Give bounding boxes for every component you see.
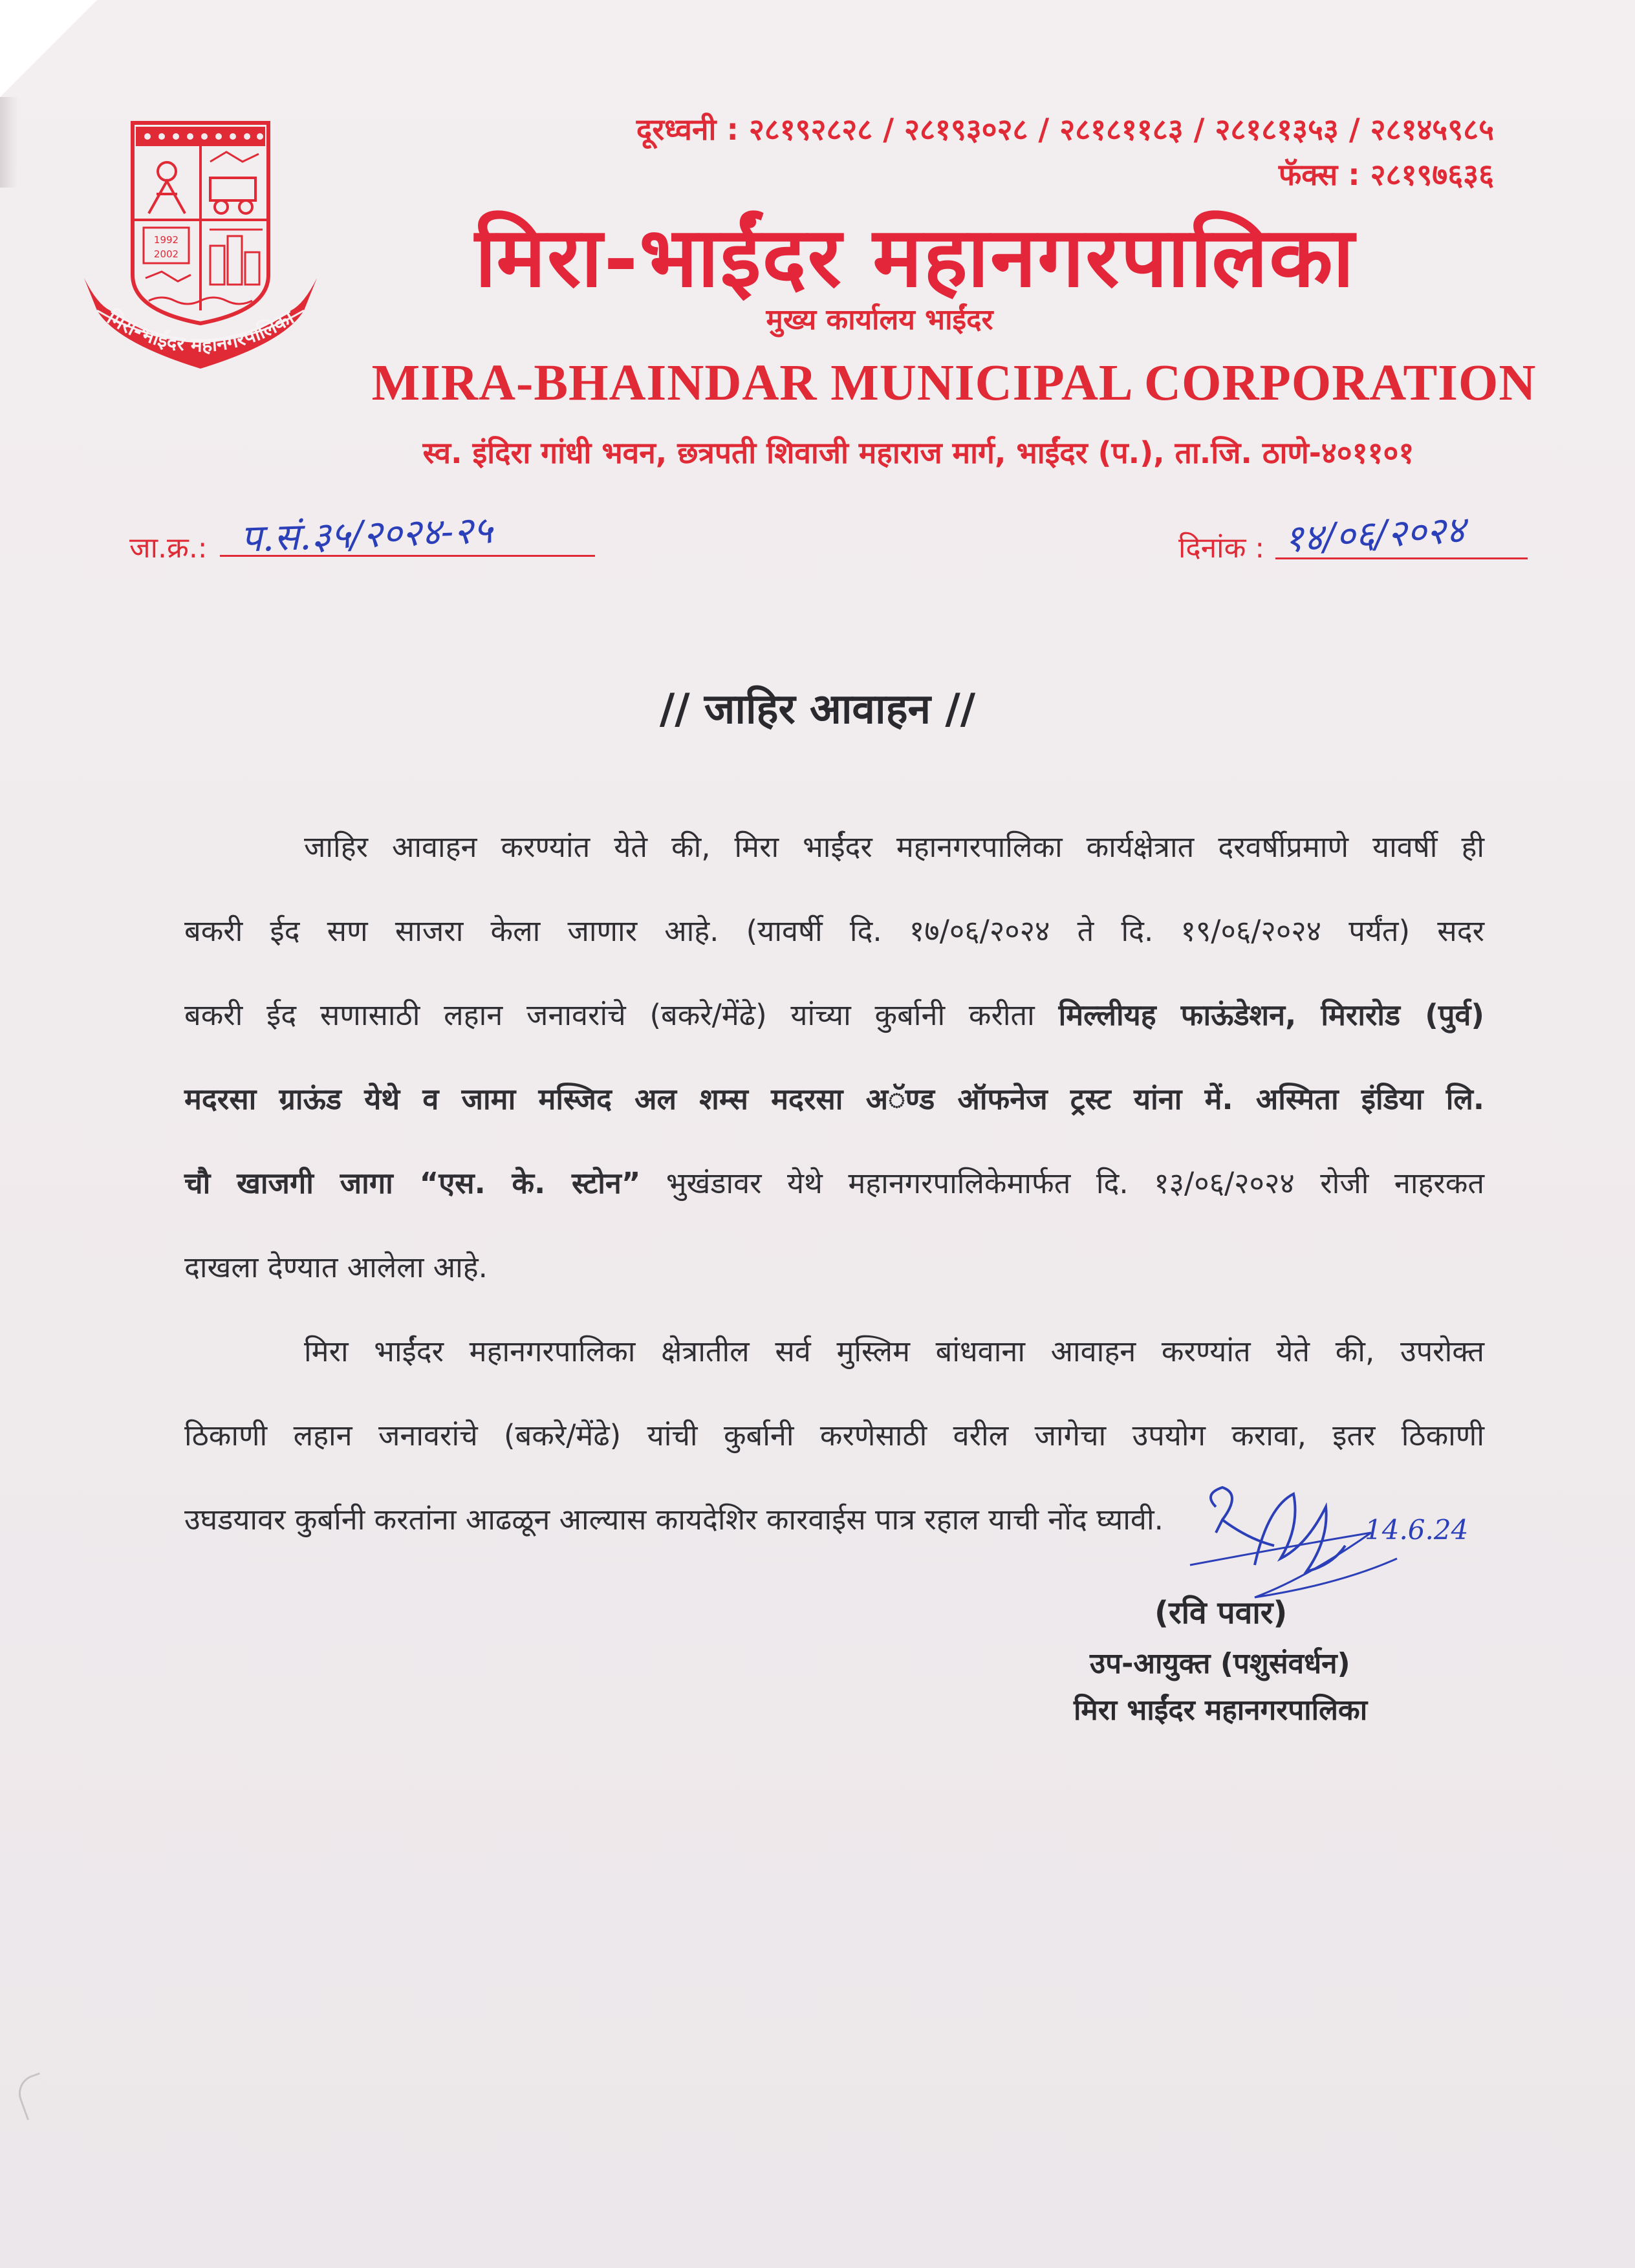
paragraph-line: उघडयावर कुर्बानी करतांना आढळून आल्यास कायदेशिर कारवाईस पात्र रहाल याची नोंद घ्यावी. (184, 1502, 1164, 1537)
notice-paragraph-1 (184, 805, 1484, 1310)
emblem-ribbon-text: मिरा-भाईंदर महानगरपालिका (103, 306, 298, 357)
notice-body (184, 805, 1484, 1562)
folded-corner (0, 0, 97, 97)
paragraph-line: बकरी ईद सण साजरा केला जाणार आहे. (यावर्षी दि. १७/०६/२०२४ ते दि. १९/०६/२०२४ पर्यंत) सदर (184, 914, 1484, 948)
svg-text:1992: 1992 (153, 234, 179, 246)
head-office-subtitle: मुख्य कार्यालय भाईंदर (766, 303, 993, 336)
corporation-title-marathi: मिरा-भाईंदर महानगरपालिका (475, 209, 1356, 306)
fax-number: फॅक्स : २८१९७६३६ (1278, 157, 1494, 192)
corner-shadow (0, 97, 18, 188)
paragraph-line: ठिकाणी लहान जनावरांचे (बकरे/मेंढे) यांची कुर्बानी करणेसाठी वरील जागेचा उपयोग करावा, इतर ठिकाणी (184, 1418, 1484, 1453)
paragraph-text: भुखंडावर येथे महानगरपालिकेमार्फत दि. १३/०६/२०२४ रोजी नाहरकत (640, 1166, 1484, 1200)
svg-text:2002: 2002 (153, 248, 179, 260)
notice-heading: // जाहिर आवाहन // (659, 686, 976, 733)
reference-label: जा.क्र.: (129, 532, 208, 565)
signatory-name: (रवि पवार) (1154, 1595, 1288, 1631)
paragraph-line: मिरा भाईंदर महानगरपालिका क्षेत्रातील सर्व मुस्लिम बांधवाना आवाहन करण्यांत येते की, उपरोक्त (304, 1334, 1484, 1368)
corporation-title-english: MIRA-BHAINDAR MUNICIPAL CORPORATION (371, 355, 1537, 411)
paragraph-line (184, 973, 1484, 1057)
reference-number-handwritten: प.सं.३५/२०२४-२५ (240, 508, 493, 561)
corporation-emblem-icon (71, 116, 330, 388)
phone-numbers: दूरध्वनी : २८१९२८२८ / २८१९३०२८ / २८१८११८३ / २८१८१३५३ / २८१४५९८५ (636, 112, 1494, 147)
signatory-designation: उप-आयुक्त (पशुसंवर्धन) (1090, 1647, 1350, 1680)
office-address: स्व. इंदिरा गांधी भवन, छत्रपती शिवाजी महाराज मार्ग, भाईंदर (प.), ता.जि. ठाणे-४०११०१ (422, 435, 1414, 470)
signatory-organization: मिरा भाईंदर महानगरपालिका (1074, 1694, 1368, 1727)
signature-date: 14.6.24 (1365, 1514, 1469, 1546)
page-edge-mark (14, 2073, 54, 2121)
paragraph-bold-text: मिल्लीयह फाऊंडेशन, मिरारोड (पुर्व) (1058, 998, 1484, 1032)
paragraph-bold-text: चौ खाजगी जागा “एस. के. स्टोन” (184, 1166, 641, 1200)
svg-text:मिरा-भाईंदर महानगरपालिका (103, 305, 299, 356)
paragraph-line: जाहिर आवाहन करण्यांत येते की, मिरा भाईंदर महानगरपालिका कार्यक्षेत्रात दरवर्षीप्रमाणे यावर्षी ही (304, 830, 1484, 864)
paragraph-line: मदरसा ग्राऊंड येथे व जामा मस्जिद अल शम्स मदरसा अॅण्ड ऑफनेज ट्रस्ट यांना में. अस्मिता इंडिया लि. (184, 1082, 1484, 1116)
paragraph-line (184, 1141, 1484, 1226)
date-handwritten: १४/०६/२०२४ (1283, 507, 1467, 561)
paragraph-line: दाखला देण्यात आलेला आहे. (184, 1250, 488, 1284)
paragraph-text: बकरी ईद सणासाठी लहान जनावरांचे (बकरे/मेंढे) यांच्या कुर्बानी करीता (184, 998, 1059, 1032)
date-label: दिनांक : (1178, 532, 1265, 565)
